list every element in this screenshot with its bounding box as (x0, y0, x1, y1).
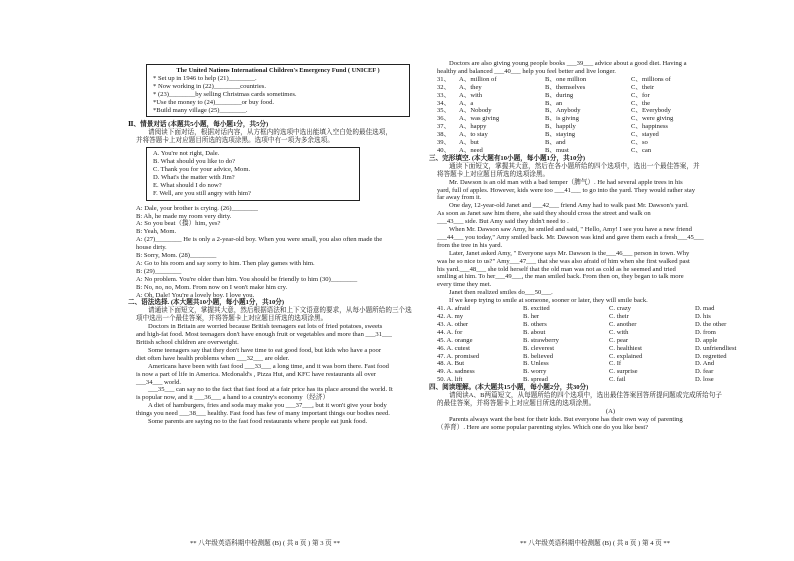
grammar-option-choice: B、must (545, 146, 569, 154)
grammar-option-choice: A、Nobody (459, 107, 492, 115)
passage-line: every time they met. (437, 281, 492, 289)
passage-line: Mr. Dawson is an old man with a bad temper（脾气）. He had several apple trees in his (449, 178, 683, 186)
cloze-option-choice: C. explained (609, 352, 643, 360)
dialogue-line: A: Dale, your brother is crying. (26)________ (136, 204, 258, 212)
grammar-option-choice: C、their (631, 83, 655, 91)
cloze-option-choice: 41. A. afraid (437, 305, 470, 313)
grammar-option-choice: C、can (631, 146, 652, 154)
page-4 (397, 0, 794, 561)
cloze-option-choice: 50. A. lift (437, 376, 463, 384)
grammar-option-choice: C、happiness (631, 123, 668, 131)
cloze-option-row (437, 368, 784, 376)
cloze-option-choice: C. their (609, 313, 629, 320)
instruction: 项中选出一个最佳答案，并将答题卡上对应题目所选的选项涂黑。 (136, 315, 328, 323)
option: F. Well, are you still angry with him? (153, 189, 251, 197)
cloze-option-choice: D. his (695, 313, 711, 320)
dialogue-options-box (146, 147, 360, 200)
passage-line: As soon as Janet saw him there, she said they should cross the street and walk on (437, 210, 651, 218)
cloze-option-choice: 47. A. promised (437, 352, 480, 360)
cloze-option-choice: D. fear (695, 368, 714, 376)
dialogue-line: A: (27)________ He is only a 2-year-old boy. When you were small, you also often made the (136, 236, 383, 244)
dialogue-line: B: Ah, he made my room very dirty. (136, 212, 232, 220)
cloze-option-choice: 45. A. orange (437, 336, 473, 344)
grammar-option-choice: 38、 (437, 131, 451, 139)
box-line: * Now working in (22)________countries. (153, 82, 266, 90)
instruction: 将答题卡上对应题目所选的选项涂黑。 (437, 170, 550, 178)
cloze-option-choice: 49. A. sadness (437, 368, 475, 376)
cloze-option-choice: 48. A. But (437, 360, 465, 368)
grammar-option-choice: A、was giving (459, 115, 500, 123)
grammar-option-choice: 37、 (437, 123, 451, 131)
grammar-option-choice: B、one million (545, 75, 587, 83)
cloze-option-choice: B. spread (523, 376, 548, 384)
cloze-option-choice: B. strawberry (523, 336, 559, 344)
grammar-option-choice: B、an (545, 99, 563, 107)
grammar-option-row (437, 84, 784, 92)
page-footer: ** 八年级英语科期中检测题 (B) ( 共 8 页 ) 第 4 页 ** (520, 540, 671, 547)
cloze-option-choice: C. healthiest (609, 344, 642, 352)
passage-line: far away from it. (437, 194, 482, 202)
grammar-option-row (437, 147, 784, 155)
passage-line: Later, Janet asked Amy, " Everyone says Mr. Dawson is the___46___ person in town. Why (449, 249, 690, 257)
box-line: *Build many village (25)________. (153, 106, 248, 114)
cloze-option-choice: D. lose (695, 376, 714, 384)
dialogue-line: A: Go to his room and say sorry to him. Then play games with him. (136, 259, 315, 267)
passage-line: smiling at him. To her___49___, the man smiled back. From then on, they began to talk more (437, 273, 684, 281)
grammar-option-choice: A、they (459, 83, 482, 91)
option: E. What should I do now? (153, 181, 222, 189)
option: D. What's the matter with Jim? (153, 173, 235, 181)
passage-line: and high-fat food. Most teenagers don't have enough fruit or vegetables and more than ___31___ (136, 331, 392, 339)
cloze-option-choice: B. about (523, 328, 546, 336)
cloze-option-choice: D. unfriendliest (695, 344, 737, 352)
passage-line: Janet then realized smiles do___50___. (449, 289, 553, 297)
grammar-option-choice: 39、 (437, 139, 451, 147)
cloze-option-row (437, 337, 784, 345)
grammar-option-row (437, 131, 784, 139)
cloze-option-choice: D. And (695, 360, 715, 368)
cloze-option-choice: D. regretted (695, 352, 727, 360)
dialogue-line: A: No problem. You're older than him. You should be friendly to him (30)________ (136, 275, 358, 283)
cloze-option-choice: B. excited (523, 305, 550, 313)
cloze-option-row (437, 345, 784, 353)
grammar-option-choice: 32、 (437, 83, 451, 91)
section-heading: 四、阅读理解。(本大题共15小题，每小题2分，共30分) (429, 384, 589, 392)
cloze-option-row (437, 360, 784, 368)
passage-line: things you need ___38___ healthy. Fast food has few of many important things our bodies need. (136, 410, 390, 418)
grammar-option-choice: 33、 (437, 91, 451, 99)
dialogue-line: B: Sorry, Mom. (28)________ (136, 252, 217, 260)
cloze-option-choice: 46. A. cutest (437, 344, 470, 352)
cloze-option-choice: 44. A. for (437, 328, 463, 336)
grammar-option-choice: C、for (631, 91, 650, 99)
dialogue-line: B: Yeah, Mom. (136, 228, 177, 236)
cloze-option-choice: B. Unless (523, 360, 549, 368)
cloze-option-row (437, 305, 784, 313)
passage-line: A diet of hamburgers, fries and soda may make you ___37___, but it won't give your body (148, 402, 387, 410)
cloze-option-row (437, 376, 784, 384)
grammar-option-choice: B、themselves (545, 83, 586, 91)
option: C. Thank you for your advice, Mom. (153, 165, 251, 173)
passage-line: （养育）. Here are some popular parenting styles. Which one do you like best? (437, 423, 649, 431)
cloze-option-choice: C. fail (609, 376, 626, 384)
grammar-option-choice: C、Everybody (631, 107, 671, 115)
passage-line: If we keep trying to smile at someone, sooner or later, they will smile back. (449, 297, 648, 305)
instruction: 请通读下面短文，掌握其大意，然后根据语法和上下文语意的要求，从每小题所给的三个选 (148, 307, 412, 315)
cloze-option-row (437, 313, 784, 321)
dialogue-line: B: (29)________ (136, 267, 182, 275)
grammar-option-choice: A、need (459, 146, 483, 154)
passage-line: Americans have been with fast food ___33___ a long time, and it was born there. Fast food (148, 362, 389, 370)
cloze-option-choice: D. apple (695, 336, 718, 344)
grammar-option-choice: C、so (631, 139, 648, 147)
cloze-option-choice: D. mad (695, 305, 715, 313)
cloze-option-choice: C. pear (609, 336, 629, 344)
passage-line: British school children are overweight. (136, 339, 239, 346)
grammar-option-choice: A、with (459, 91, 483, 99)
passage-line: Some parents are saying no to the fast food restaurants where people eat junk food. (148, 418, 368, 426)
grammar-option-choice: B、and (545, 139, 566, 147)
grammar-option-choice: 40、 (437, 146, 451, 154)
grammar-option-choice: A、a (459, 99, 474, 107)
instruction: 请阅读A、B两篇短文，从每题所给的四个选项中，选出最佳答案回答所提问题或完成所给句子 (449, 392, 722, 400)
passage-line: ___35___ can say no to the fact that fast food at a fair price has its place around the world. It (148, 386, 393, 394)
grammar-option-choice: A、happy (459, 123, 487, 131)
passage-line: ___34___ world. (136, 378, 182, 386)
cloze-option-choice: 42. A. my (437, 313, 464, 320)
section-heading: 三、完形填空. (本大题有10小题，每小题1分，共10分) (429, 154, 586, 162)
box-line: * (23)________by selling Christmas cards sometimes. (153, 90, 297, 98)
passage-line: Some teenagers say that they don't have time to eat good food, but kids who have a poor (148, 346, 382, 354)
page-footer: ** 八年级英语科期中检测题 (B) ( 共 8 页 ) 第 3 页 ** (190, 540, 341, 547)
passage-line: One day, 12-year-old Janet and ___42___ friend Amy had to walk past Mr. Dawson's yard. (449, 202, 689, 210)
grammar-option-row (437, 100, 784, 108)
grammar-option-choice: B、during (545, 91, 574, 99)
passage-line: healthy and balanced ___40___ help you feel better and live longer. (437, 67, 616, 75)
cloze-option-choice: B. worry (523, 368, 547, 376)
dialogue-line: A: Oh, Dale! You're a lovely boy. I love you. (136, 291, 255, 299)
grammar-option-row (437, 92, 784, 100)
dialogue-line: B: No, no, no, Mom. From now on I won't make him cry. (136, 283, 288, 291)
passage-line: was he so nice to us?" Amy___47___ that she was also afraid of him when she first walked past (437, 257, 690, 265)
section-heading: Ⅱ、情景对话 (本题共5小题，每小题1分，共5分) (128, 121, 269, 129)
passage-line: is popular now, and it ___36___ a hand to a country's economy（经济） (136, 394, 330, 402)
cloze-option-choice: C. If (609, 360, 622, 368)
passage-line: diet often have health problems when ___32___ are older. (136, 354, 290, 362)
grammar-option-choice: C、were giving (631, 115, 674, 123)
cloze-option-row (437, 321, 784, 329)
passage-line: Parents always want the best for their kids. But everyone has their own way of parenting (449, 415, 683, 423)
cloze-option-row (437, 353, 784, 361)
grammar-option-choice: 35、 (437, 107, 451, 115)
box-title: The United Nations International Children's Emergency Fund ( UNICEF ) (176, 67, 380, 74)
instruction: 请阅读下面对话，根据对话内容，从方框内的选项中选出能填入空白处的最佳选项， (148, 129, 392, 137)
grammar-option-row (437, 123, 784, 131)
grammar-option-row (437, 115, 784, 123)
passage-line: Doctors in Britain are worried because British teenagers eat lots of fried potatoes, sweets (148, 323, 383, 331)
passage-label: (A) (605, 407, 616, 415)
section-heading: 二、语法选择. (本大题共10小题，每小题1分，共10分) (128, 299, 285, 307)
option: B. What should you like to do? (153, 158, 236, 166)
unicef-info-box (146, 64, 410, 117)
passage-line: Doctors are also giving young people books ___39___ advice about a good diet. Having a (449, 60, 687, 67)
grammar-option-choice: B、is giving (545, 115, 579, 123)
grammar-option-choice: 36、 (437, 115, 451, 123)
grammar-options (437, 76, 784, 155)
instruction: 并将答题卡上对应题目所选的选项涂黑。选项中有一项为多余选项。 (136, 137, 334, 145)
dialogue-line: house dirty. (136, 244, 167, 252)
box-line: * Set up in 1946 to help (21)________. (153, 74, 257, 82)
passage-line: from the tree in his yard. (437, 241, 503, 249)
instruction: 的最佳答案，并将答题卡上对应题目所选的选项涂黑。 (437, 399, 596, 407)
grammar-option-choice: B、Anybody (545, 107, 581, 115)
grammar-option-choice: 34、 (437, 99, 451, 107)
passage-line: When Mr. Dawson saw Amy, he smiled and said, " Hello, Amy! I see you have a new friend (449, 226, 692, 234)
grammar-option-choice: A、to stay (459, 131, 488, 139)
grammar-option-choice: C、the (631, 99, 651, 107)
box-line: *Use the money to (24)________or buy food. (153, 98, 275, 106)
cloze-option-choice: C. crazy (609, 305, 631, 313)
option: A. You're not right, Dale. (153, 150, 220, 158)
cloze-option-choice: D. from (695, 328, 716, 336)
passage-line: ___43___ side. But Amy said they didn't need to . (437, 218, 569, 226)
cloze-option-choice: B. others (523, 320, 547, 328)
grammar-option-choice: B、staying (545, 131, 576, 139)
dialogue-line: A: So you beat（揍）him, yes? (136, 220, 221, 228)
grammar-option-row (437, 139, 784, 147)
passage-line: ___44___ you today," Amy smiled back. Mr. Dawson was kind and gave them each a fresh___45___ (437, 233, 704, 241)
instruction: 通读下面短文，掌握其大意，然后在各小题所给的四个选项中，选出一个最佳答案，并 (449, 162, 700, 170)
passage-line: yard, full of apples. However, kids were too ___41___ to go into the yard. They would rather stay (437, 186, 695, 194)
grammar-option-choice: C、millions of (631, 75, 671, 83)
grammar-option-choice: 31、 (437, 75, 451, 83)
grammar-option-choice: B、happily (545, 123, 576, 131)
cloze-option-choice: C. surprise (609, 368, 638, 376)
passage-line: is now a part of life in America. Mcdonald's , Pizza Hut, and KFC have restaurants all over (136, 370, 376, 378)
grammar-option-choice: A、but (459, 139, 479, 147)
grammar-option-row (437, 107, 784, 115)
cloze-option-choice: B. cleverest (523, 344, 555, 352)
cloze-option-choice: B. her (523, 313, 540, 320)
cloze-option-choice: C. another (609, 320, 637, 328)
cloze-option-choice: B. believed (523, 352, 554, 360)
cloze-option-choice: D. the other (695, 320, 727, 328)
cloze-option-choice: C. with (609, 328, 629, 336)
cloze-option-choice: 43. A. other (437, 320, 469, 328)
passage-line: his yard.___48___ she told herself that the old man was not as cold as he seemed and tried (437, 265, 676, 273)
cloze-options (437, 305, 784, 384)
grammar-option-row (437, 76, 784, 84)
cloze-option-row (437, 329, 784, 337)
grammar-option-choice: C、stayed (631, 131, 659, 139)
grammar-option-choice: A、million of (459, 75, 497, 83)
